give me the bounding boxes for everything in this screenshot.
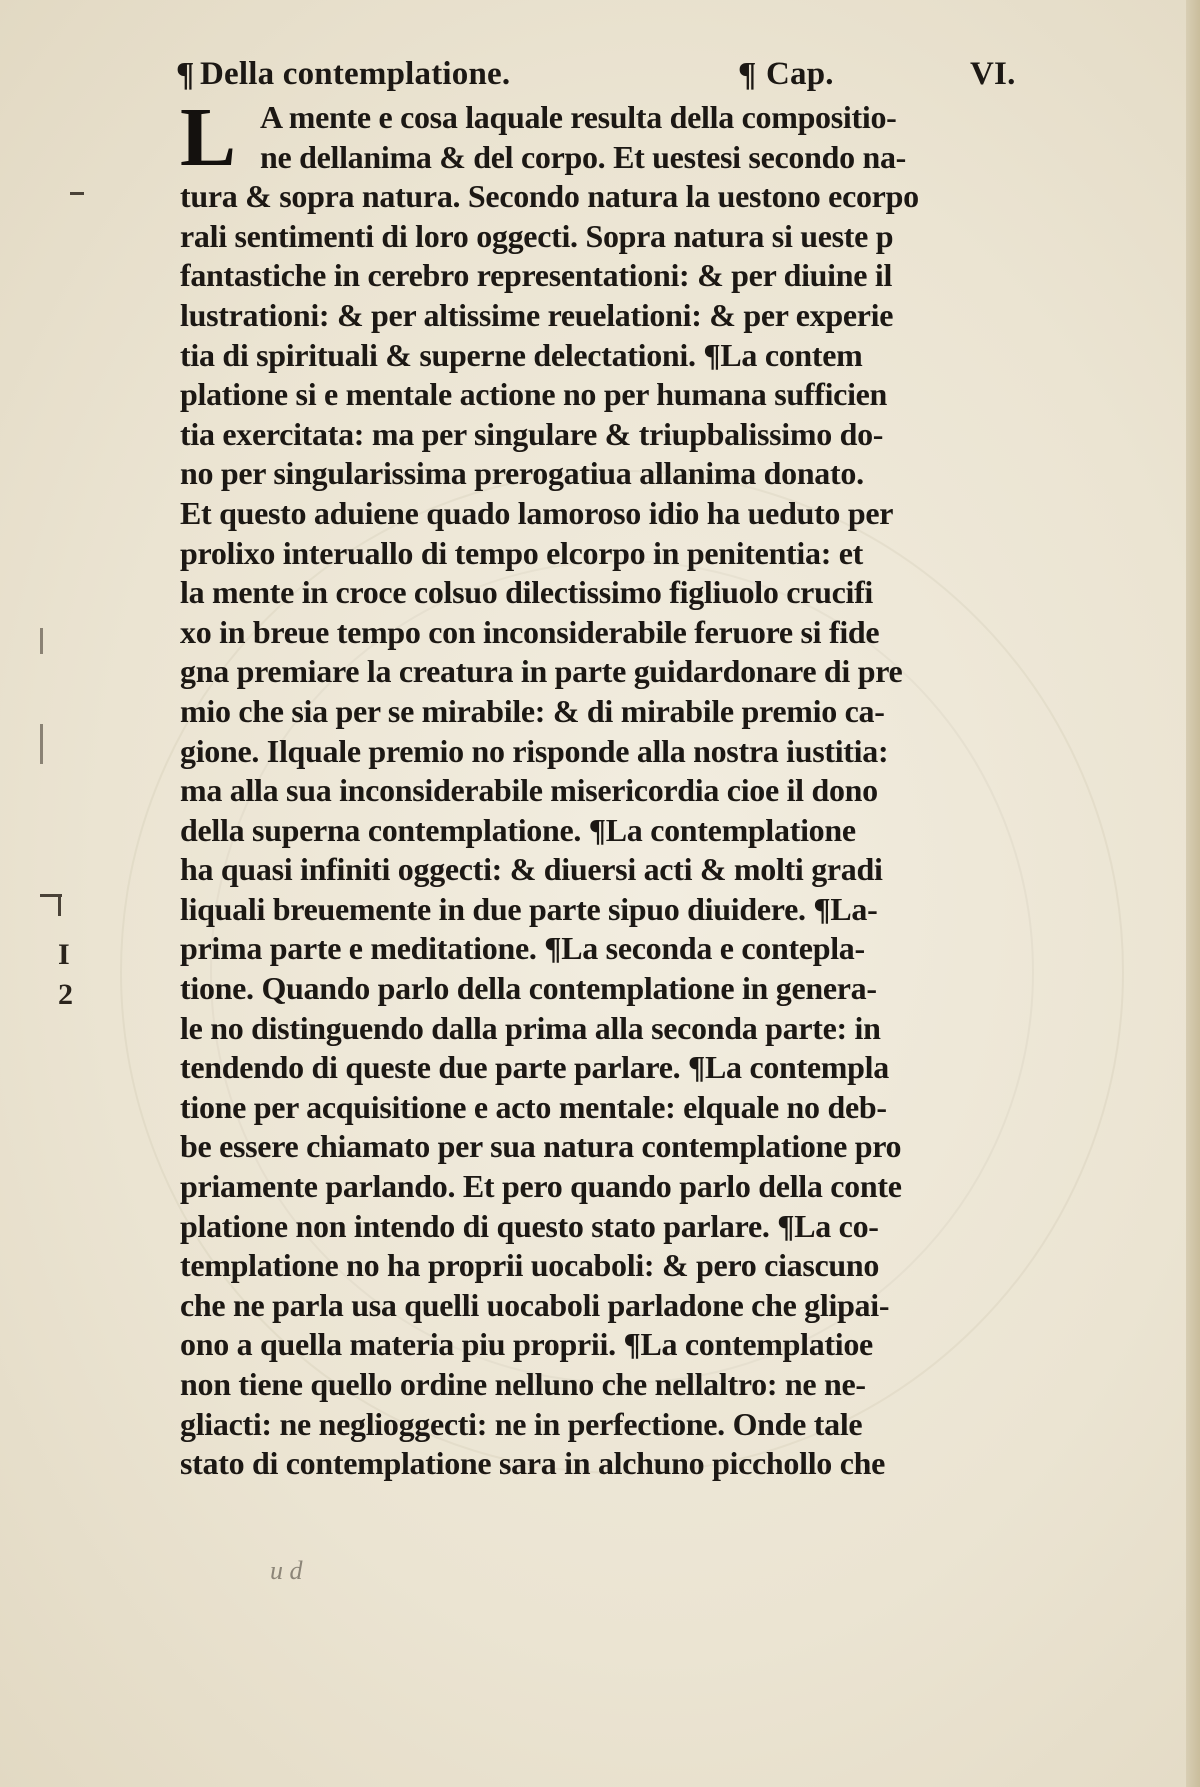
text-line: tione per acquisitione e acto mentale: elquale no deb- bbox=[180, 1088, 887, 1125]
margin-mark bbox=[70, 192, 84, 195]
text-block bbox=[176, 56, 1080, 1484]
drop-cap: L bbox=[180, 91, 237, 184]
chapter-number: VI. bbox=[970, 56, 1016, 92]
text-line: xo in breue tempo con inconsiderabile feruore si fide bbox=[180, 613, 880, 650]
page-edge bbox=[1186, 0, 1200, 1787]
text-line: A mente e cosa laquale resulta della compositio- bbox=[260, 99, 897, 135]
text-line: gliacti: ne neglioggecti: ne in perfectione. Onde tale bbox=[180, 1405, 863, 1442]
text-line: gione. Ilquale premio no risponde alla nostra iustitia: bbox=[180, 732, 889, 769]
text-line: ha quasi infiniti oggecti: & diuersi acti & molti gradi bbox=[180, 851, 883, 888]
chapter-header bbox=[176, 56, 1080, 98]
pilcrow-icon: ¶ bbox=[176, 56, 195, 93]
margin-mark bbox=[40, 628, 43, 654]
text-line: fantastiche in cerebro representationi: & per diuine il bbox=[180, 257, 893, 294]
text-line: tia exercitata: ma per singulare & triupbalissimo do- bbox=[180, 415, 884, 452]
margin-mark bbox=[40, 724, 43, 764]
text-line: priamente parlando. Et pero quando parlo della conte bbox=[180, 1168, 902, 1205]
chapter-label: Cap. bbox=[766, 56, 834, 92]
text-line: no per singularissima prerogatiua allanima donato. bbox=[180, 455, 864, 492]
catchword: u d bbox=[270, 1556, 303, 1585]
text-line: tia di spirituali & superne delectationi. ¶La contem bbox=[180, 336, 863, 373]
text-line: della superna contemplatione. ¶La contemplatione bbox=[180, 811, 856, 848]
text-line: be essere chiamato per sua natura contemplatione pro bbox=[180, 1128, 902, 1165]
margin-note: 2 bbox=[58, 978, 73, 1011]
text-line: mio che sia per se mirabile: & di mirabile premio ca- bbox=[180, 692, 885, 729]
text-line: prima parte e meditatione. ¶La seconda e contepla- bbox=[180, 930, 865, 967]
text-line: le no distinguendo dalla prima alla seconda parte: in bbox=[180, 1009, 881, 1046]
pilcrow-icon: ¶ bbox=[738, 56, 757, 93]
text-line: prolixo interuallo di tempo elcorpo in penitentia: et bbox=[180, 534, 864, 571]
text-line: ma alla sua inconsiderabile misericordia cioe il dono bbox=[180, 772, 878, 809]
text-line: liquali breuemente in due parte sipuo diuidere. ¶La- bbox=[180, 890, 878, 927]
text-line: platione si e mentale actione no per humana sufficien bbox=[180, 376, 888, 413]
body-text bbox=[180, 91, 1080, 1484]
text-line: ono a quella materia piu proprii. ¶La contemplatioe bbox=[180, 1326, 873, 1363]
text-line: che ne parla usa quelli uocaboli parladone che glipai- bbox=[180, 1286, 890, 1323]
text-line: Et questo aduiene quado lamoroso idio ha ueduto per bbox=[180, 494, 894, 531]
text-line: stato di contemplatione sara in alchuno picchollo che bbox=[180, 1445, 886, 1482]
text-line: platione non intendo di questo stato parlare. ¶La co- bbox=[180, 1207, 879, 1244]
chapter-title: Della contemplatione. bbox=[200, 56, 511, 92]
text-line: la mente in croce colsuo dilectissimo figliuolo crucifi bbox=[180, 574, 874, 611]
text-line: gna premiare la creatura in parte guidardonare di pre bbox=[180, 653, 903, 690]
text-line: tura & sopra natura. Secondo natura la uestono ecorpo bbox=[180, 178, 919, 215]
margin-note: I bbox=[58, 938, 70, 971]
margin-bracket-mark bbox=[58, 894, 61, 916]
text-line: non tiene quello ordine nelluno che nellaltro: ne ne- bbox=[180, 1366, 866, 1402]
text-line: ne dellanima & del corpo. Et uestesi secondo na- bbox=[260, 138, 907, 175]
text-line: templatione no ha proprii uocaboli: & pero ciascuno bbox=[180, 1247, 880, 1284]
text-line: tendendo di queste due parte parlare. ¶La contempla bbox=[180, 1049, 889, 1086]
text-line: tione. Quando parlo della contemplatione in genera- bbox=[180, 970, 877, 1007]
text-line: lustrationi: & per altissime reuelationi: & per experie bbox=[180, 296, 894, 333]
text-line: rali sentimenti di loro oggecti. Sopra natura si ueste p bbox=[180, 217, 894, 254]
